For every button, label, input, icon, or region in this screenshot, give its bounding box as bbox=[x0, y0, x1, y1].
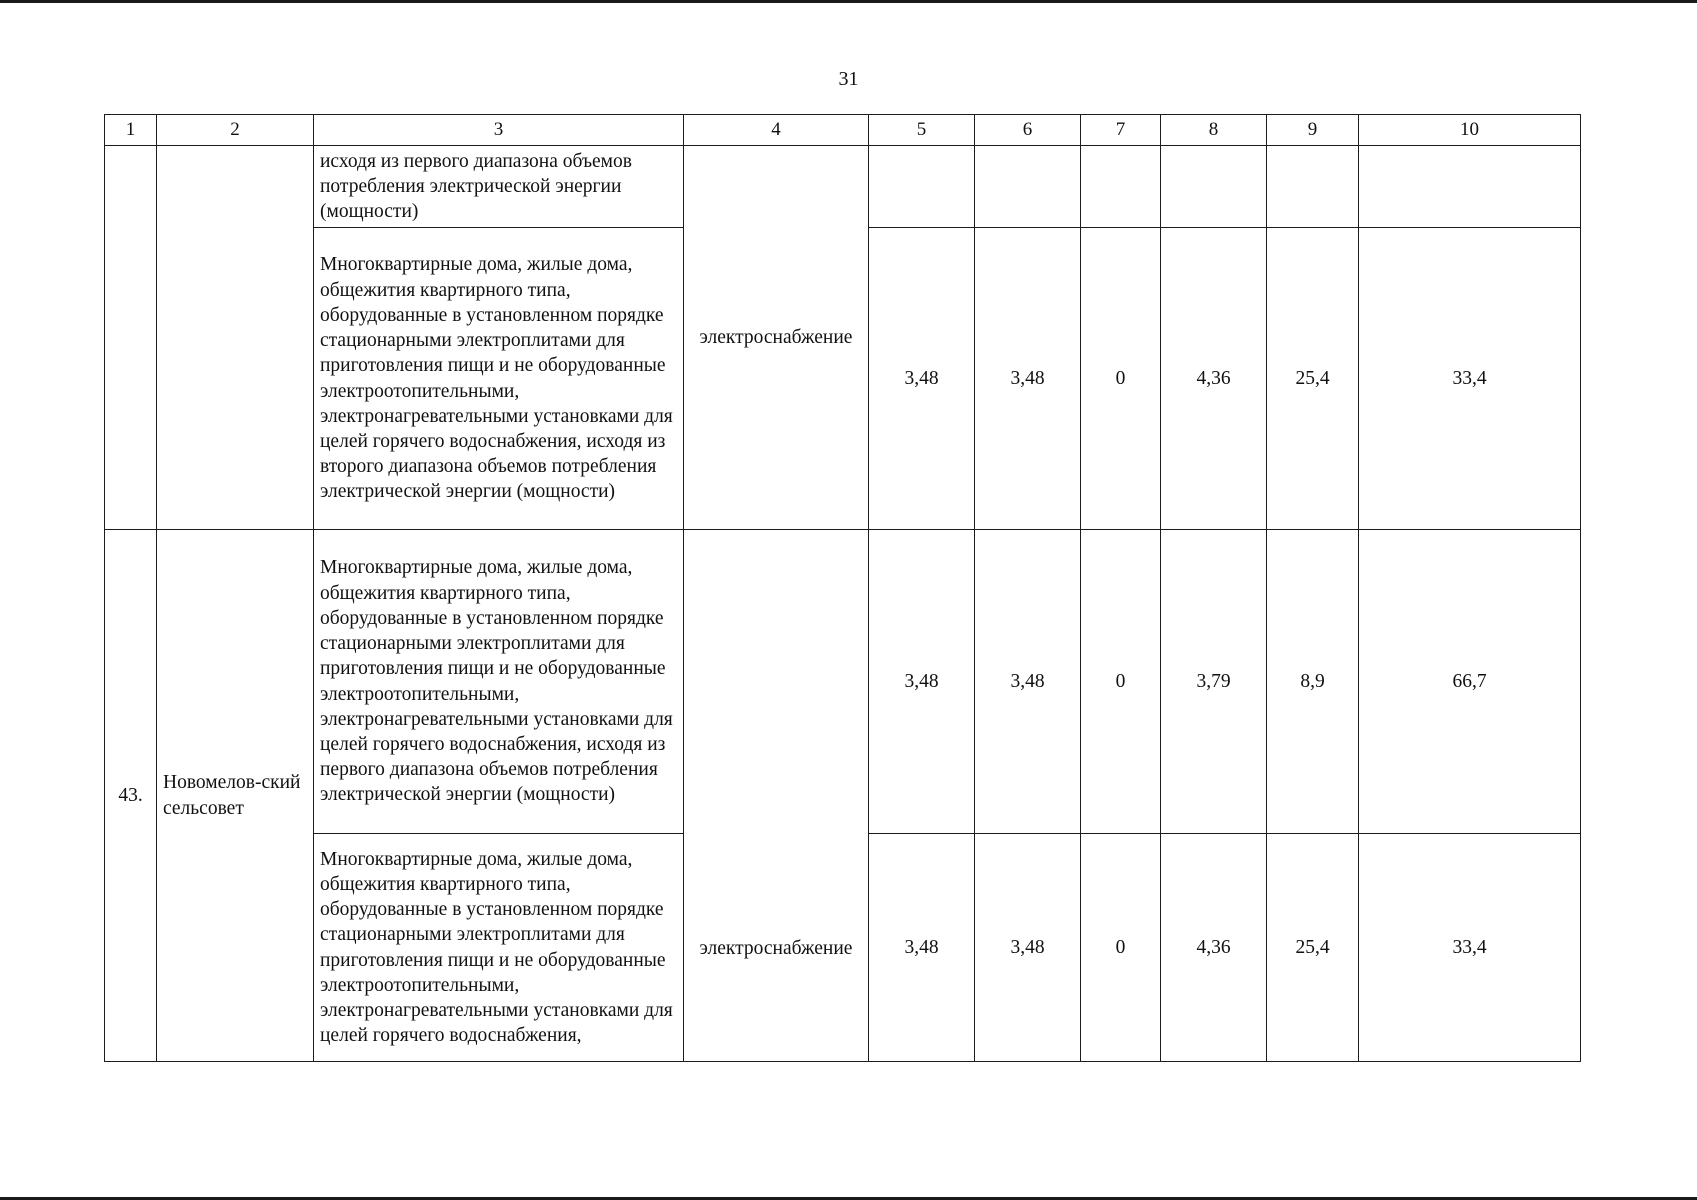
value-col-9: 25,4 bbox=[1267, 834, 1359, 1062]
consumer-description: Многоквартирные дома, жилые дома, общежития квартирного типа, оборудованные в установленном порядке стационарными электроплитами для приготовления пищи и не оборудованные электроотопительными, электронагревательными установками для целей горячего водоснабжения, исходя из второго диапазона объемов потребления электрической энергии (мощности) bbox=[314, 228, 684, 530]
settlement-cell: Новомелов-ский сельсовет bbox=[157, 530, 314, 1062]
value-col-9: 8,9 bbox=[1267, 530, 1359, 834]
value-col-10: 33,4 bbox=[1359, 228, 1581, 530]
value-col-5: 3,48 bbox=[869, 228, 975, 530]
value-col-6: 3,48 bbox=[975, 530, 1081, 834]
value-col-8: 4,36 bbox=[1161, 228, 1267, 530]
header-col-7: 7 bbox=[1081, 115, 1161, 146]
header-col-9: 9 bbox=[1267, 115, 1359, 146]
consumer-description: Многоквартирные дома, жилые дома, общежития квартирного типа, оборудованные в установленном порядке стационарными электроплитами для приготовления пищи и не оборудованные электроотопительными, электронагревательными установками для целей горячего водоснабжения, исходя из первого диапазона объемов потребления электрической энергии (мощности) bbox=[314, 530, 684, 834]
value-cell bbox=[975, 146, 1081, 228]
service-type: электроснабжение bbox=[684, 146, 869, 530]
header-col-3: 3 bbox=[314, 115, 684, 146]
tariff-table bbox=[104, 114, 1581, 1062]
page-number: 31 bbox=[838, 68, 859, 90]
value-col-6: 3,48 bbox=[975, 834, 1081, 1062]
value-cell bbox=[869, 146, 975, 228]
header-col-4: 4 bbox=[684, 115, 869, 146]
value-cell bbox=[1267, 146, 1359, 228]
header-col-5: 5 bbox=[869, 115, 975, 146]
header-col-8: 8 bbox=[1161, 115, 1267, 146]
service-type: электроснабжение bbox=[684, 530, 869, 1062]
value-col-7: 0 bbox=[1081, 834, 1161, 1062]
header-col-2: 2 bbox=[157, 115, 314, 146]
value-col-9: 25,4 bbox=[1267, 228, 1359, 530]
value-col-7: 0 bbox=[1081, 228, 1161, 530]
value-cell bbox=[1081, 146, 1161, 228]
header-col-6: 6 bbox=[975, 115, 1081, 146]
table-row bbox=[105, 146, 1581, 228]
row-number-cell bbox=[105, 146, 157, 530]
table-row bbox=[105, 530, 1581, 834]
value-col-5: 3,48 bbox=[869, 834, 975, 1062]
settlement-cell bbox=[157, 146, 314, 530]
value-cell bbox=[1359, 146, 1581, 228]
consumer-description: Многоквартирные дома, жилые дома, общежития квартирного типа, оборудованные в установленном порядке стационарными электроплитами для приготовления пищи и не оборудованные электроотопительными, электронагревательными установками для целей горячего водоснабжения, bbox=[314, 834, 684, 1062]
consumer-description: исходя из первого диапазона объемов потребления электрической энергии (мощности) bbox=[314, 146, 684, 228]
table-header-row bbox=[105, 115, 1581, 146]
value-col-10: 33,4 bbox=[1359, 834, 1581, 1062]
value-col-6: 3,48 bbox=[975, 228, 1081, 530]
scan-top-edge bbox=[0, 0, 1697, 3]
value-col-10: 66,7 bbox=[1359, 530, 1581, 834]
header-col-1: 1 bbox=[105, 115, 157, 146]
value-col-8: 3,79 bbox=[1161, 530, 1267, 834]
value-col-7: 0 bbox=[1081, 530, 1161, 834]
value-col-8: 4,36 bbox=[1161, 834, 1267, 1062]
row-number-cell: 43. bbox=[105, 530, 157, 1062]
value-col-5: 3,48 bbox=[869, 530, 975, 834]
header-col-10: 10 bbox=[1359, 115, 1581, 146]
value-cell bbox=[1161, 146, 1267, 228]
